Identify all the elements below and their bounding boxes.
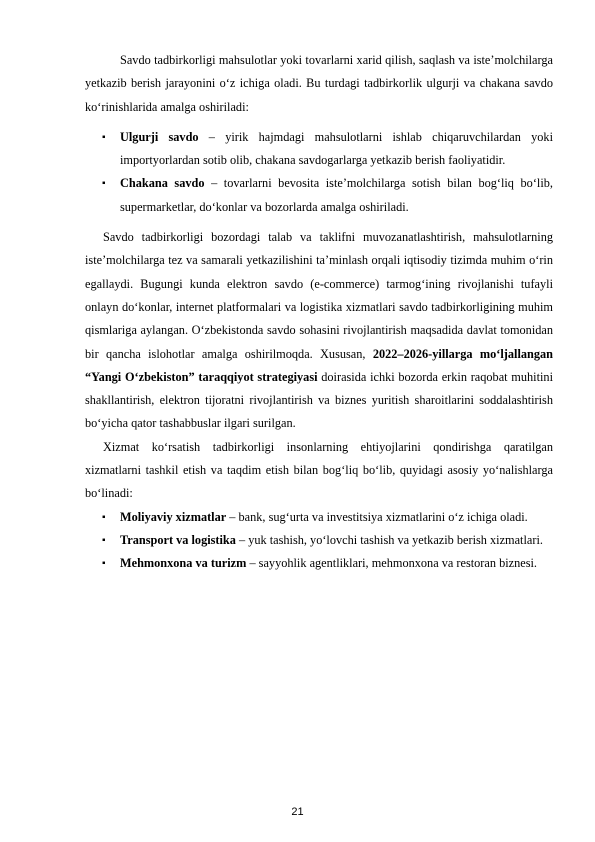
list-item-term: Mehmonxona va turizm bbox=[120, 556, 247, 571]
list-item-desc: – yirik hajmdagi mahsulotlarni ishlab chiqaruvchilardan yoki importyorlardan sotib olib, chakana savdogarlarga yetkazib berish faoliyatidir. bbox=[120, 129, 553, 168]
list-item-term: Transport va logistika bbox=[120, 532, 236, 547]
services-paragraph: Xizmat ko‘rsatish tadbirkorligi insonlarning ehtiyojlarini qondirishga qaratilgan xizmatlarni tashkil etish va taqdim etish bilan bog‘liq bo‘lib, quyidagi asosiy yo‘nalishlarga bo‘linadi: bbox=[85, 439, 553, 501]
list-item bbox=[85, 126, 553, 173]
bullet-icon: ▪ bbox=[102, 534, 106, 546]
list-item-term: Moliyaviy xizmatlar bbox=[120, 509, 227, 524]
list-item-term: Ulgurji savdo bbox=[120, 129, 199, 144]
trade-types-list bbox=[85, 126, 553, 219]
bullet-icon: ▪ bbox=[102, 511, 106, 523]
service-types-list bbox=[85, 506, 553, 576]
list-item bbox=[85, 172, 553, 219]
list-item-desc: – bank, sug‘urta va investitsiya xizmatlarini o‘z ichiga oladi. bbox=[226, 509, 528, 524]
body-text-before: Savdo tadbirkorligi bozordagi talab va taklifni muvozanatlashtirish, mahsulotlarning iste’molchilarga tez va samarali yetkazilishini ta’minlash orqali iqtisodiy tizimda muhim o‘rin egallaydi. Bugungi kunda elektron savdo (e-commerce) tarmog‘ining rivojlanishi tufayli onlayn do‘konlar, internet platformalari va logistika xizmatlari savdo tadbirkorligining muhim qismlariga aylangan. O‘zbekistonda savdo sohasini rivojlantirish maqsadida davlat tomonidan bir qancha islohotlar amalga oshirilmoqda. Xususan, bbox=[85, 230, 553, 361]
document-page bbox=[85, 49, 553, 576]
list-item bbox=[85, 529, 553, 552]
body-text-after: doirasida ichki bozorda erkin raqobat muhitini shakllantirish, elektron tijoratni rivojlantirish va biznes yuritish sharoitlarini soddalashtirish bo‘yicha qator tashabbuslar ilgari surilgan. bbox=[85, 369, 553, 431]
bullet-icon: ▪ bbox=[102, 178, 106, 190]
strategy-name: 2022–2026-yillarga mo‘ljallangan “Yangi O‘zbekiston” taraqqiyot strategiyasi bbox=[85, 346, 553, 384]
list-item-desc: – tovarlarni bevosita iste’molchilarga sotish bilan bog‘liq bo‘lib, supermarketlar, do‘konlar va bozorlarda amalga oshiriladi. bbox=[120, 176, 553, 214]
intro-paragraph: Savdo tadbirkorligi mahsulotlar yoki tovarlarni xarid qilish, saqlash va iste’molchilarga yetkazib berish jarayonini o‘z ichiga oladi. Bu turdagi tadbirkorlik ulgurji va chakana savdo ko‘rinishlarida amalga oshiriladi: bbox=[85, 53, 553, 114]
bullet-icon: ▪ bbox=[102, 558, 106, 570]
list-item bbox=[85, 506, 553, 529]
list-item-desc: – sayyohlik agentliklari, mehmonxona va restoran biznesi. bbox=[246, 556, 537, 571]
page-number: 21 bbox=[291, 806, 304, 818]
bullet-icon: ▪ bbox=[102, 131, 106, 143]
list-item-desc: – yuk tashish, yo‘lovchi tashish va yetkazib berish xizmatlari. bbox=[235, 532, 543, 547]
body-paragraph bbox=[85, 226, 553, 436]
list-item bbox=[85, 552, 553, 575]
list-item-term: Chakana savdo bbox=[120, 176, 205, 191]
